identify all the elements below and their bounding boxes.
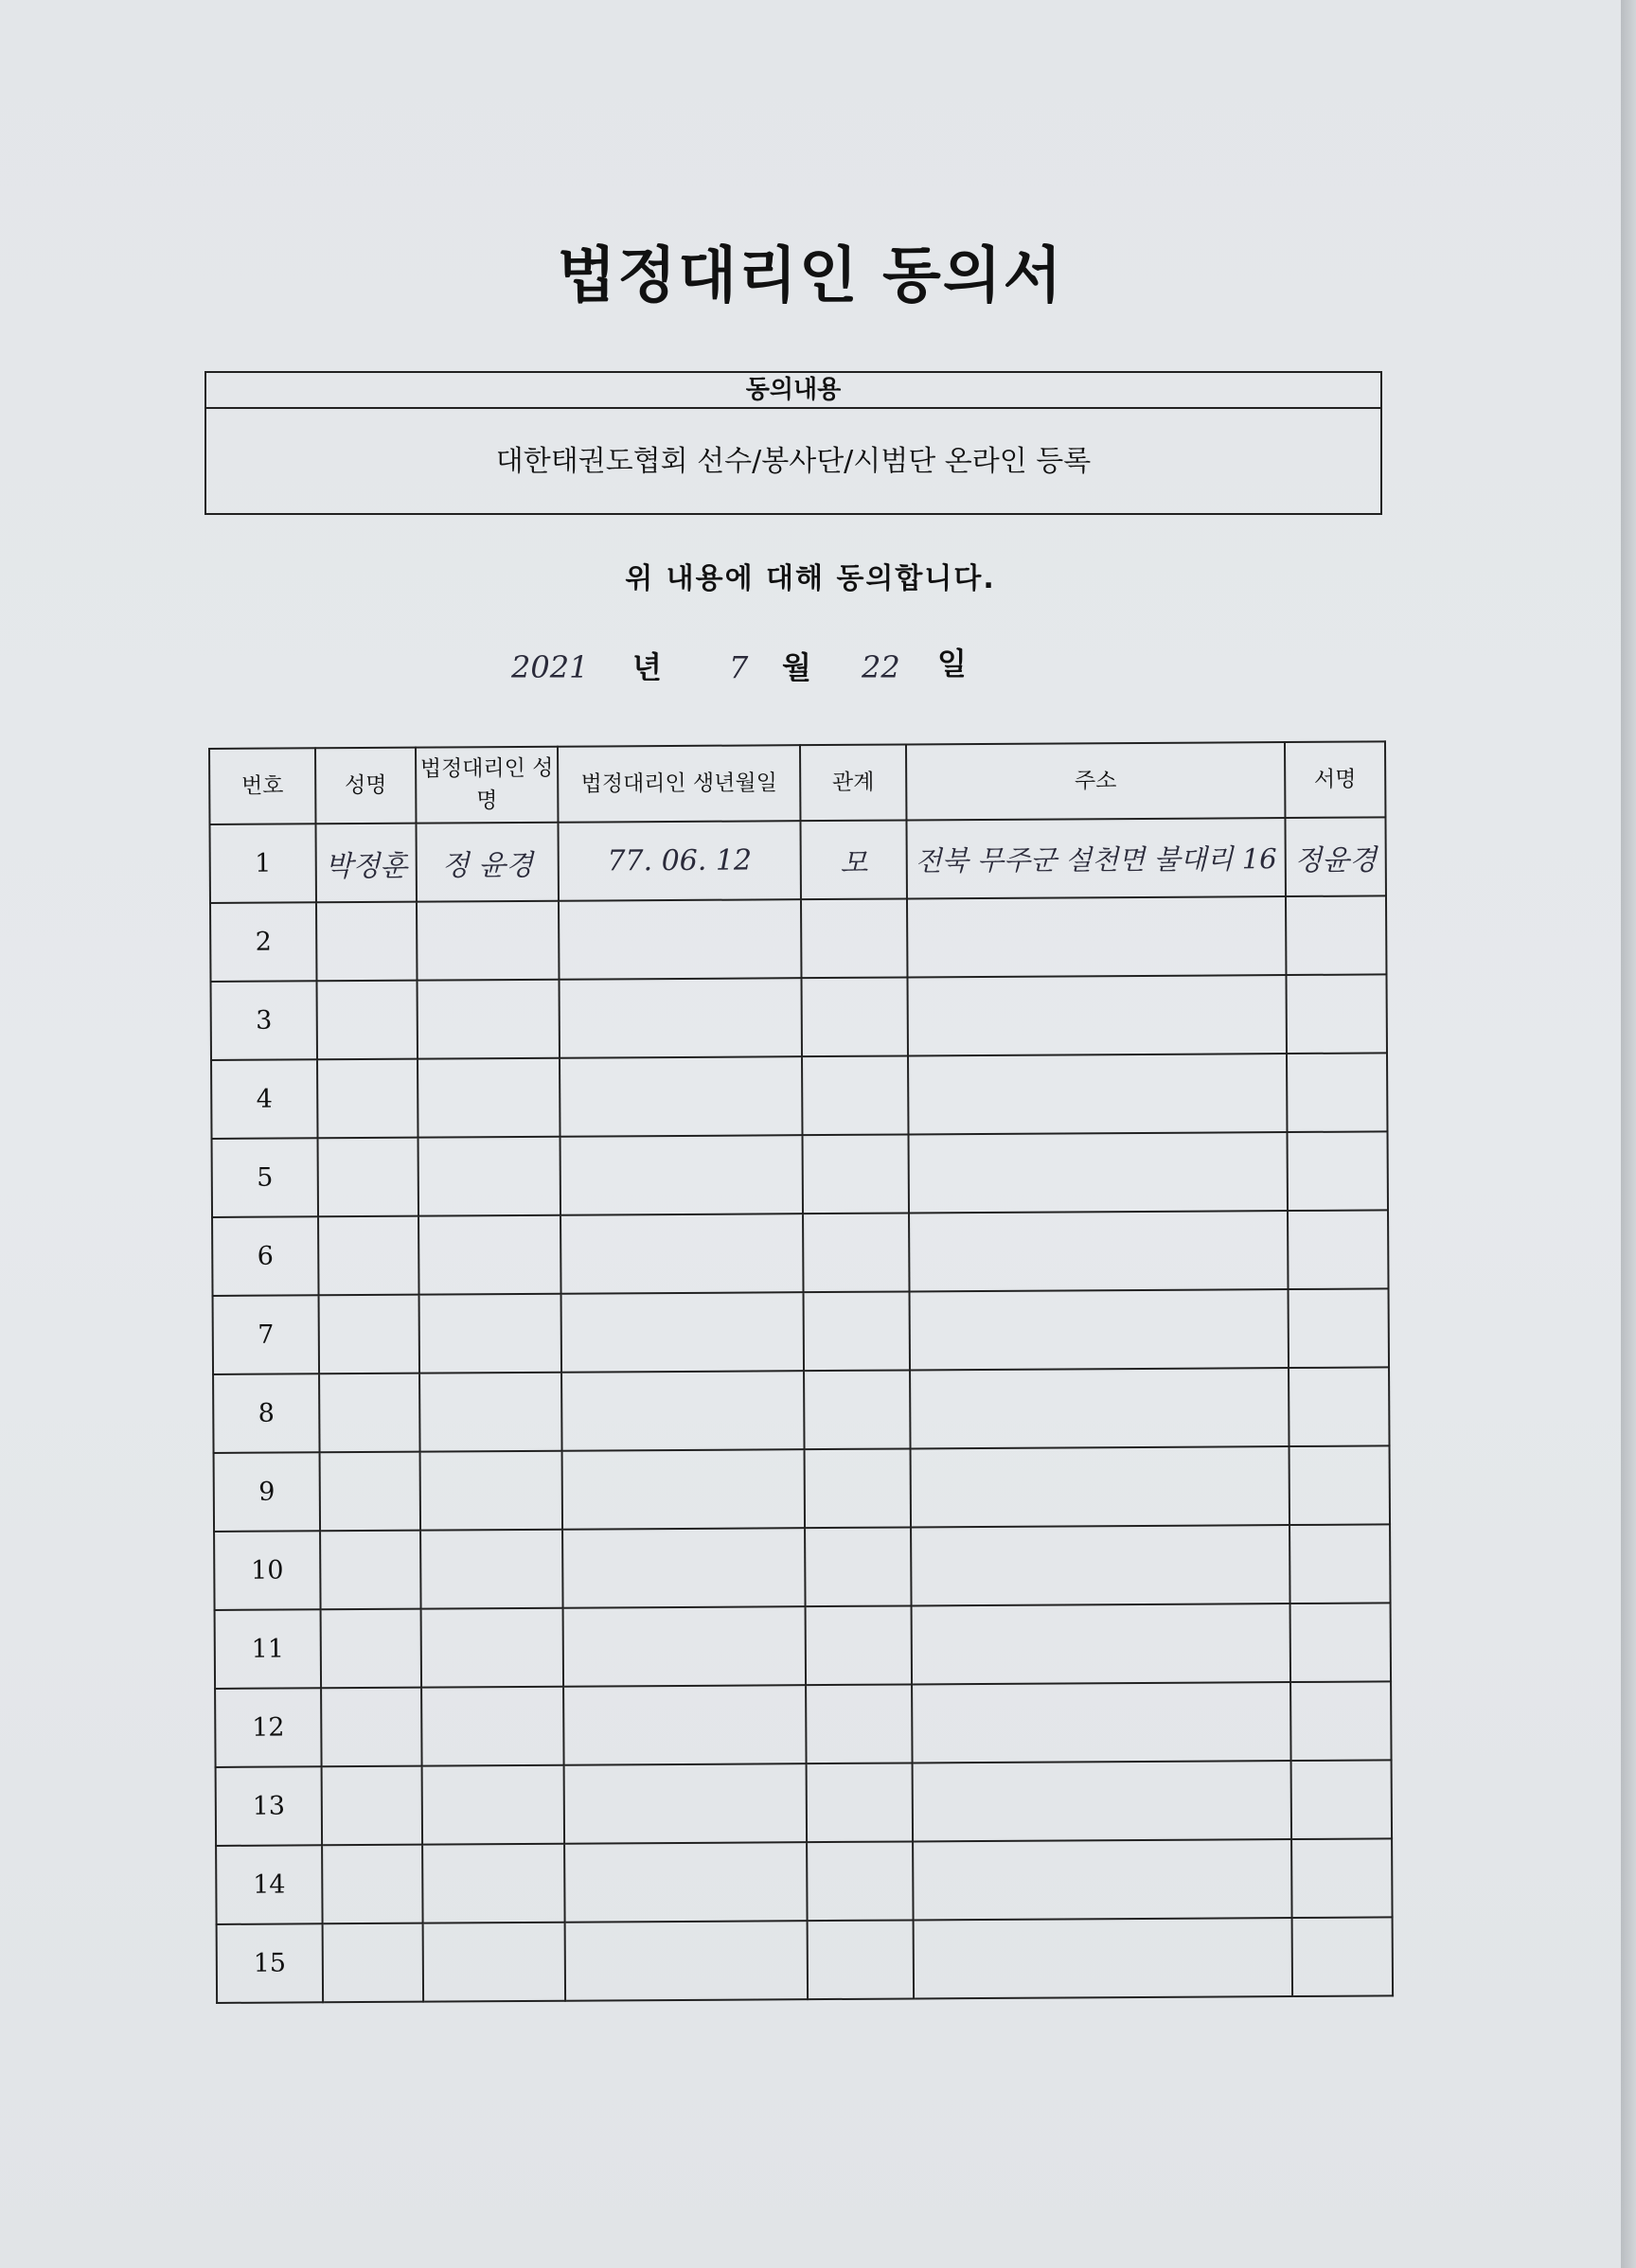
cell-signature (1287, 1053, 1388, 1132)
cell-signature (1289, 1288, 1390, 1368)
table-row (213, 1367, 1389, 1453)
date-year-label: 년 (632, 649, 662, 685)
cell-relation (806, 1684, 913, 1763)
date-year: 2021 (511, 649, 589, 685)
table-row (211, 974, 1387, 1060)
table-row (214, 1524, 1390, 1610)
cell-name (317, 1059, 418, 1139)
cell-guardian-birth (559, 899, 802, 980)
consent-box (204, 371, 1382, 515)
cell-signature (1291, 1838, 1393, 1918)
row-number: 3 (211, 981, 318, 1060)
row-number: 2 (210, 902, 317, 982)
row-number: 13 (216, 1766, 323, 1846)
cell-name (322, 1845, 423, 1924)
cell-name: 박정훈 (315, 824, 417, 903)
table-row (210, 895, 1386, 982)
cell-signature: 정윤경 (1285, 817, 1386, 896)
cell-address (912, 1682, 1290, 1763)
cell-signature (1289, 1367, 1390, 1446)
cell-address (912, 1604, 1290, 1684)
cell-guardian-name (418, 1137, 561, 1216)
cell-address (911, 1446, 1289, 1527)
cell-relation (805, 1527, 912, 1606)
cell-address: 전북 무주군 설천면 불대리 16 (906, 818, 1285, 898)
row-number: 8 (213, 1373, 320, 1453)
cell-address (913, 1761, 1291, 1841)
table-row (213, 1288, 1389, 1374)
cell-guardian-birth (563, 1685, 807, 1765)
cell-name (319, 1373, 420, 1453)
cell-relation (803, 1134, 910, 1214)
cell-guardian-name (420, 1451, 563, 1531)
cell-relation (806, 1605, 913, 1685)
cell-name (320, 1452, 421, 1532)
cell-address (909, 1132, 1288, 1213)
cell-name (321, 1609, 422, 1689)
table-row (216, 1760, 1392, 1846)
cell-name (322, 1766, 423, 1846)
cell-guardian-birth (560, 978, 803, 1058)
cell-address (907, 975, 1286, 1055)
header-guardian-birth: 법정대리인 생년월일 (558, 745, 800, 823)
cell-name (318, 1138, 419, 1217)
cell-signature (1286, 895, 1387, 975)
agreement-statement: 위 내용에 대해 동의합니다. (625, 562, 996, 595)
table-row (217, 1917, 1393, 2003)
consent-body: 대한태권도협회 선수/봉사단/시범단 온라인 등록 (495, 445, 1092, 478)
cell-guardian-birth: 77. 06. 12 (558, 821, 801, 901)
paper-edge (1621, 0, 1636, 2268)
cell-guardian-birth (560, 1056, 803, 1137)
cell-signature (1289, 1524, 1391, 1604)
cell-address (911, 1525, 1289, 1605)
cell-name (316, 902, 418, 982)
cell-guardian-birth (562, 1449, 806, 1530)
cell-guardian-name (423, 1922, 566, 2002)
cell-name (321, 1688, 422, 1767)
cell-address (914, 1918, 1292, 1998)
header-number: 번호 (209, 748, 315, 824)
row-number: 14 (216, 1845, 323, 1924)
cell-relation (802, 1055, 909, 1135)
cell-name (317, 981, 418, 1060)
row-number: 5 (212, 1138, 319, 1217)
cell-relation (807, 1763, 914, 1842)
cell-guardian-birth (564, 1763, 808, 1844)
date-month-label: 월 (782, 649, 811, 685)
row-number: 1 (209, 824, 316, 903)
cell-address (909, 1211, 1288, 1291)
cell-signature (1288, 1210, 1389, 1289)
cell-relation (804, 1370, 911, 1449)
cell-guardian-name (418, 1058, 560, 1138)
cell-name (319, 1295, 420, 1374)
header-guardian-name: 법정대리인 성명 (416, 747, 558, 824)
cell-signature (1291, 1760, 1393, 1839)
cell-guardian-name: 정 윤경 (416, 823, 559, 902)
row-number: 4 (211, 1059, 318, 1139)
table-row (209, 817, 1385, 903)
cell-address (910, 1289, 1289, 1370)
cell-guardian-name (417, 901, 560, 981)
cell-guardian-birth (564, 1842, 808, 1922)
table-row (211, 1053, 1387, 1139)
cell-signature (1290, 1681, 1392, 1761)
cell-guardian-birth (560, 1214, 804, 1294)
cell-relation (807, 1841, 914, 1921)
cell-relation (803, 1213, 910, 1292)
cell-guardian-name (422, 1844, 565, 1923)
row-number: 15 (217, 1923, 324, 2003)
cell-guardian-name (422, 1765, 565, 1845)
cell-guardian-name (421, 1687, 564, 1766)
cell-name (323, 1923, 424, 2003)
date-day-label: 일 (937, 646, 967, 682)
cell-guardian-birth (560, 1135, 804, 1215)
header-address: 주소 (906, 742, 1285, 820)
cell-address (910, 1368, 1289, 1448)
header-relation: 관계 (800, 744, 906, 821)
table-header-row (209, 741, 1385, 824)
cell-relation (804, 1291, 911, 1371)
table-row (215, 1603, 1391, 1689)
cell-name (318, 1216, 419, 1296)
consent-header: 동의내용 (206, 373, 1380, 409)
document-title: 법정대리인 동의서 (557, 241, 1064, 311)
cell-address (907, 896, 1286, 977)
cell-address (908, 1054, 1287, 1134)
row-number: 9 (214, 1452, 321, 1532)
table-row (214, 1445, 1390, 1532)
cell-guardian-name (418, 980, 560, 1059)
cell-guardian-birth (565, 1921, 809, 2001)
cell-signature (1292, 1917, 1394, 1996)
row-number: 10 (214, 1531, 321, 1610)
cell-relation (805, 1448, 912, 1528)
table-row (212, 1131, 1388, 1217)
date-month: 7 (729, 649, 749, 685)
cell-signature (1290, 1603, 1392, 1682)
cell-guardian-birth (563, 1606, 807, 1687)
cell-guardian-name (420, 1530, 563, 1609)
cell-relation (801, 898, 908, 978)
cell-address (913, 1839, 1291, 1920)
cell-guardian-name (421, 1608, 564, 1688)
cell-name (320, 1531, 421, 1610)
row-number: 7 (213, 1295, 320, 1374)
cell-signature (1286, 974, 1387, 1054)
cell-guardian-name (418, 1215, 561, 1295)
cell-guardian-birth (562, 1528, 806, 1608)
table-row (212, 1210, 1388, 1296)
cell-guardian-birth (561, 1371, 805, 1451)
date-day: 22 (862, 649, 900, 685)
cell-guardian-name (419, 1373, 562, 1452)
cell-relation (801, 977, 908, 1056)
table-row (216, 1838, 1392, 1924)
row-number: 6 (212, 1216, 319, 1296)
header-signature: 서명 (1285, 741, 1385, 818)
row-number: 11 (215, 1609, 322, 1689)
cell-guardian-name (419, 1294, 562, 1373)
cell-signature (1288, 1131, 1389, 1211)
cell-guardian-birth (561, 1292, 805, 1373)
row-number: 12 (215, 1688, 322, 1767)
header-name: 성명 (315, 748, 416, 824)
cell-signature (1289, 1445, 1391, 1525)
registration-table (208, 740, 1394, 2004)
cell-relation (808, 1920, 915, 1999)
cell-relation: 모 (800, 820, 907, 899)
table-row (215, 1681, 1391, 1767)
